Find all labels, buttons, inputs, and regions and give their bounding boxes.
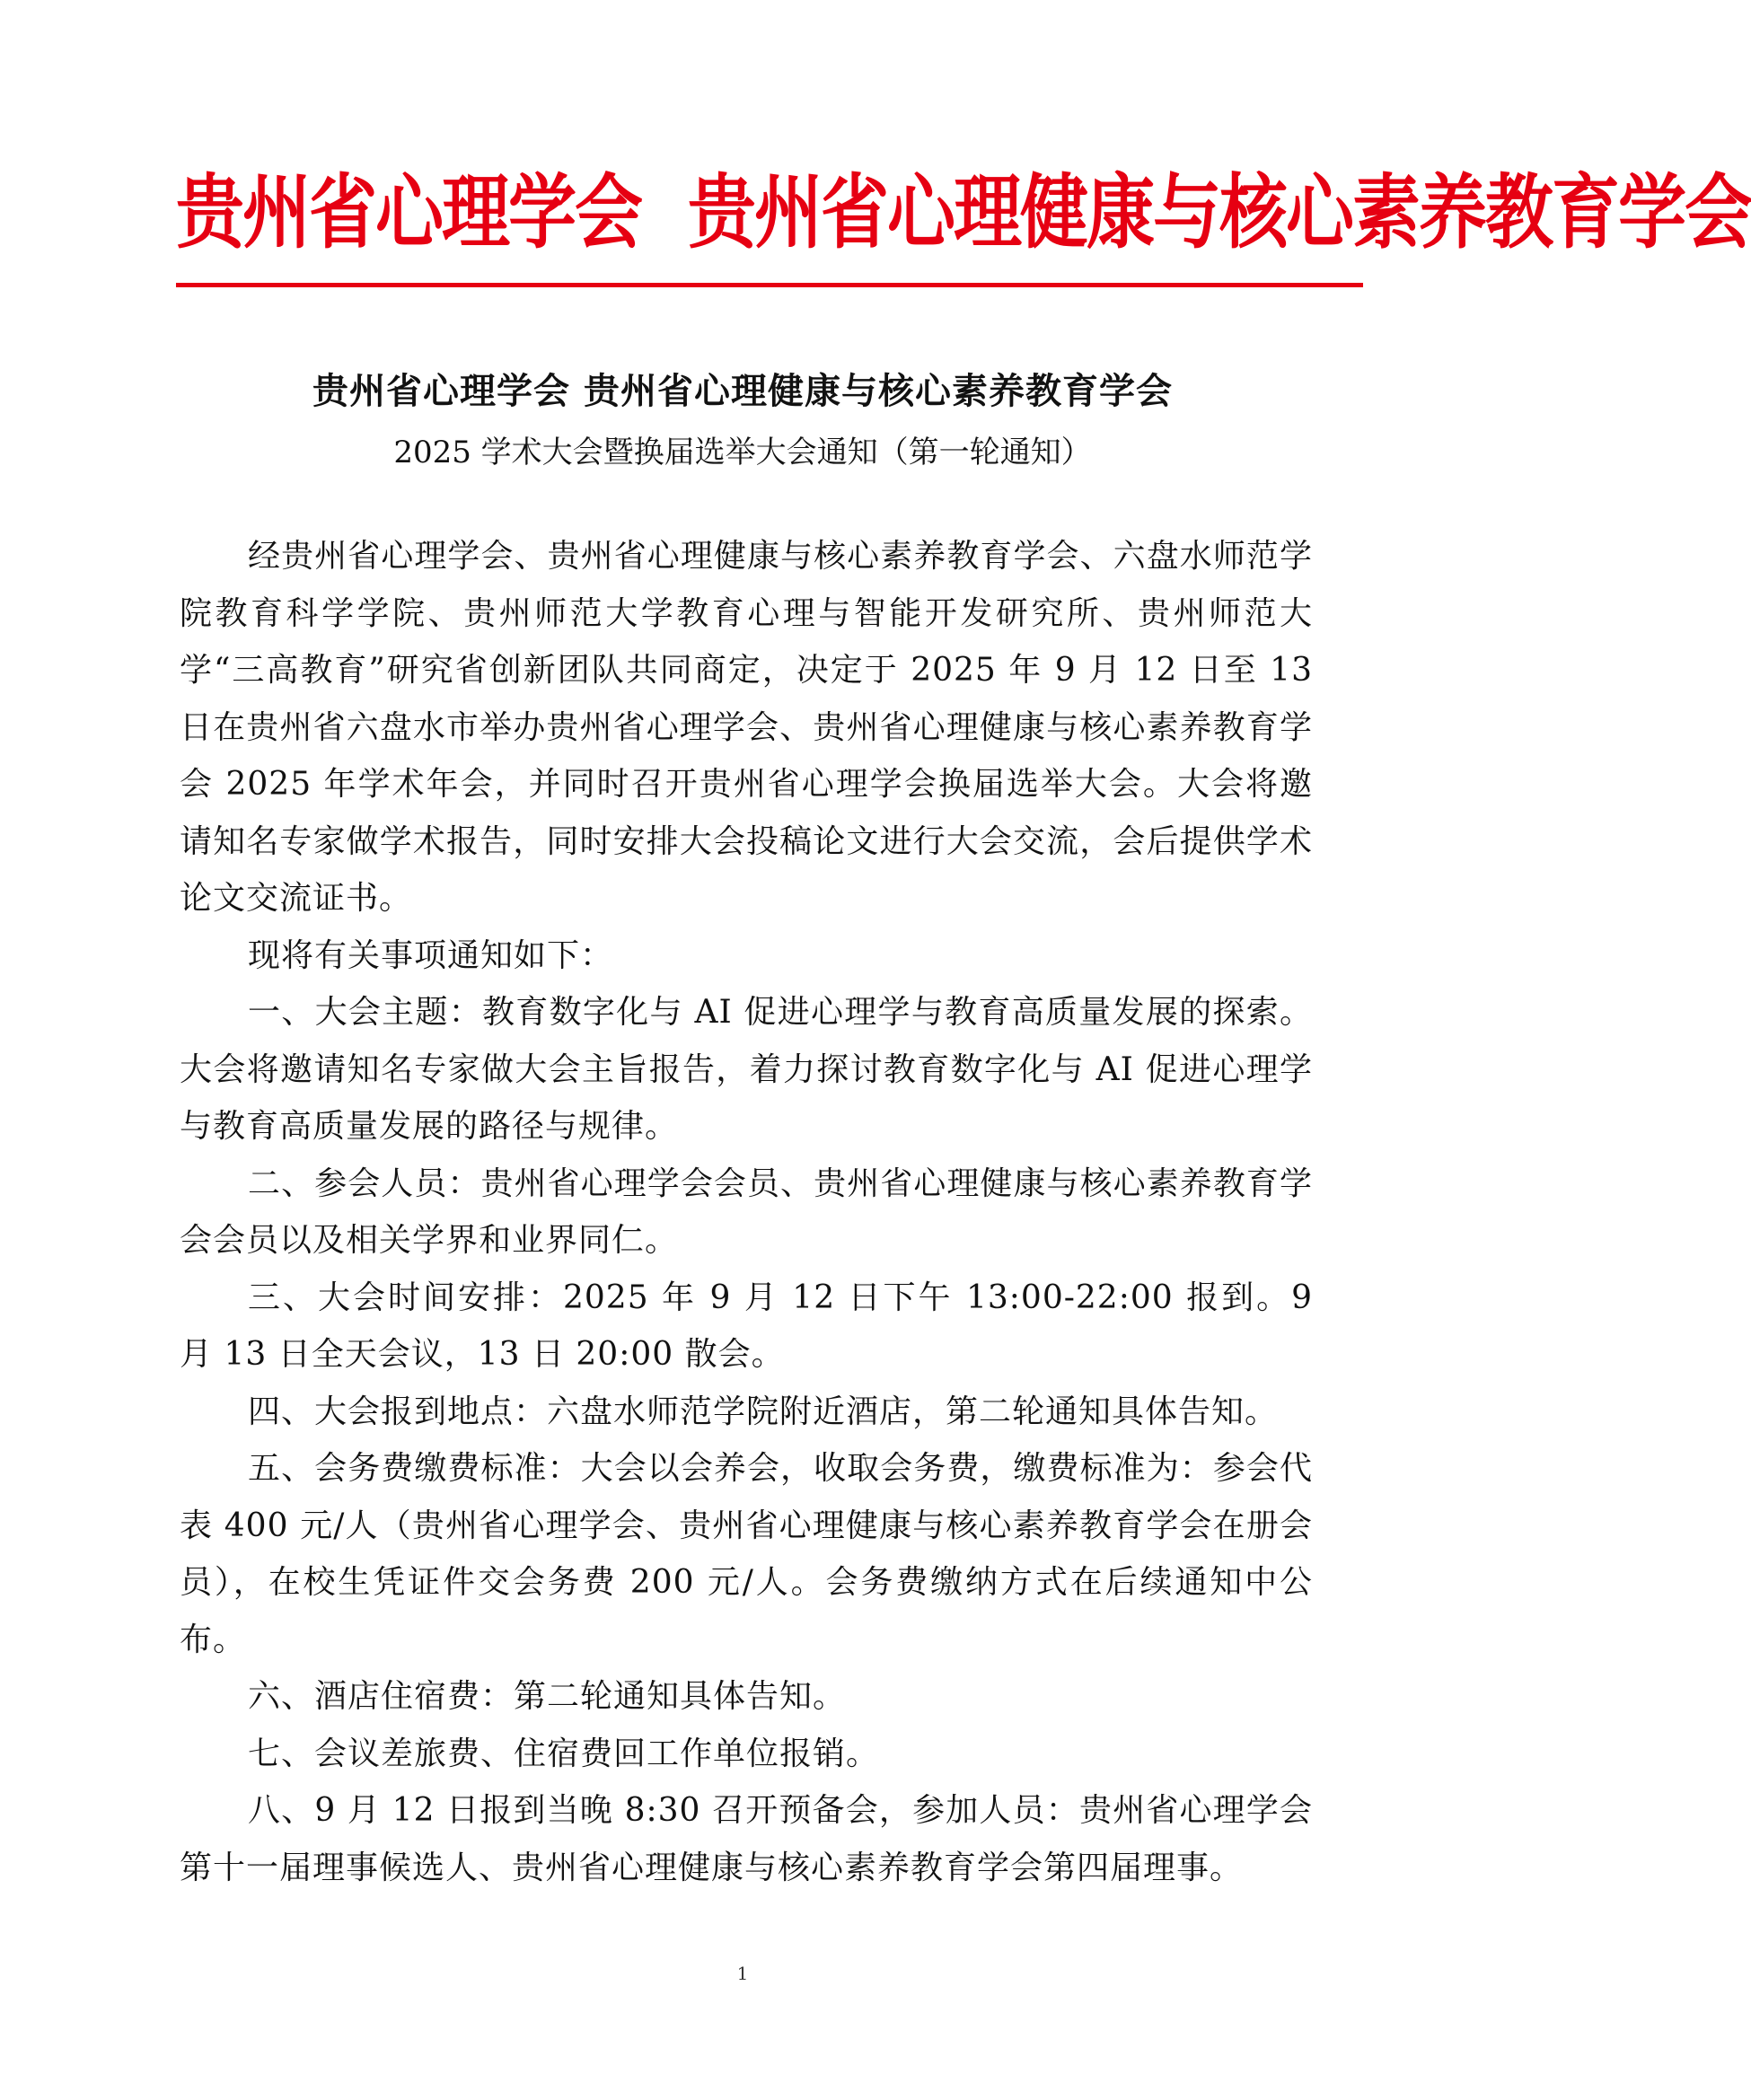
- letterhead: [176, 164, 1751, 331]
- paragraph-item-5-fees: 五、会务费缴费标准：大会以会养会，收取会务费，缴费标准为：参会代表 400 元/人（贵州省心理学会、贵州省心理健康与核心素养教育学会在册会员），在校生凭证件交会务费 200 元/人。会务费缴纳方式在后续通知中公布。: [180, 1450, 1313, 1658]
- paragraph-item-1-theme: 一、大会主题：教育数字化与 AI 促进心理学与教育高质量发展的探索。大会将邀请知名专家做大会主旨报告，着力探讨教育数字化与 AI 促进心理学与教育高质量发展的路径与规律。: [180, 994, 1313, 1145]
- paragraph-item-6-hotel: 六、酒店住宿费：第二轮通知具体告知。: [248, 1678, 847, 1715]
- page-number: 1: [736, 1963, 749, 1984]
- paragraph-item-8-preparatory: 八、9 月 12 日报到当晚 8:30 召开预备会，参加人员：贵州省心理学会第十一届理事候选人、贵州省心理健康与核心素养教育学会第四届理事。: [180, 1792, 1313, 1886]
- document-body: [180, 528, 1313, 1896]
- paragraph-item-7-travel: 七、会议差旅费、住宿费回工作单位报销。: [248, 1735, 880, 1772]
- letterhead-org-1: 贵州省心理学会: [176, 164, 641, 259]
- document-title: 贵州省心理学会 贵州省心理健康与核心素养教育学会: [312, 371, 1173, 412]
- paragraph-item-3-schedule: 三、大会时间安排：2025 年 9 月 12 日下午 13:00-22:00 报到。9 月 13 日全天会议，13 日 20:00 散会。: [180, 1278, 1313, 1373]
- paragraph-item-4-location: 四、大会报到地点：六盘水师范学院附近酒店，第二轮通知具体告知。: [248, 1393, 1279, 1430]
- paragraph-item-2-attendees: 二、参会人员：贵州省心理学会会员、贵州省心理健康与核心素养教育学会会员以及相关学界和业界同仁。: [180, 1164, 1313, 1259]
- paragraph-notice-lead: 现将有关事项通知如下：: [248, 936, 614, 974]
- paragraph-intro: 经贵州省心理学会、贵州省心理健康与核心素养教育学会、六盘水师范学院教育科学学院、贵州师范大学教育心理与智能开发研究所、贵州师范大学“三高教育”研究省创新团队共同商定，决定于 2025 年 9 月 12 日至 13 日在贵州省六盘水市举办贵州省心理学会、贵州省心理健康与核心素养教育学会 2025 年学术年会，并同时召开贵州省心理学会换届选举大会。大会将邀请知名专家做学术报告，同时安排大会投稿论文进行大会交流，会后提供学术论文交流证书。: [180, 538, 1313, 917]
- letterhead-org-2: 贵州省心理健康与核心素养教育学会: [688, 164, 1751, 259]
- document-subtitle: 2025 学术大会暨换届选举大会通知（第一轮通知）: [393, 435, 1092, 470]
- letterhead-red-rule: [176, 283, 1363, 287]
